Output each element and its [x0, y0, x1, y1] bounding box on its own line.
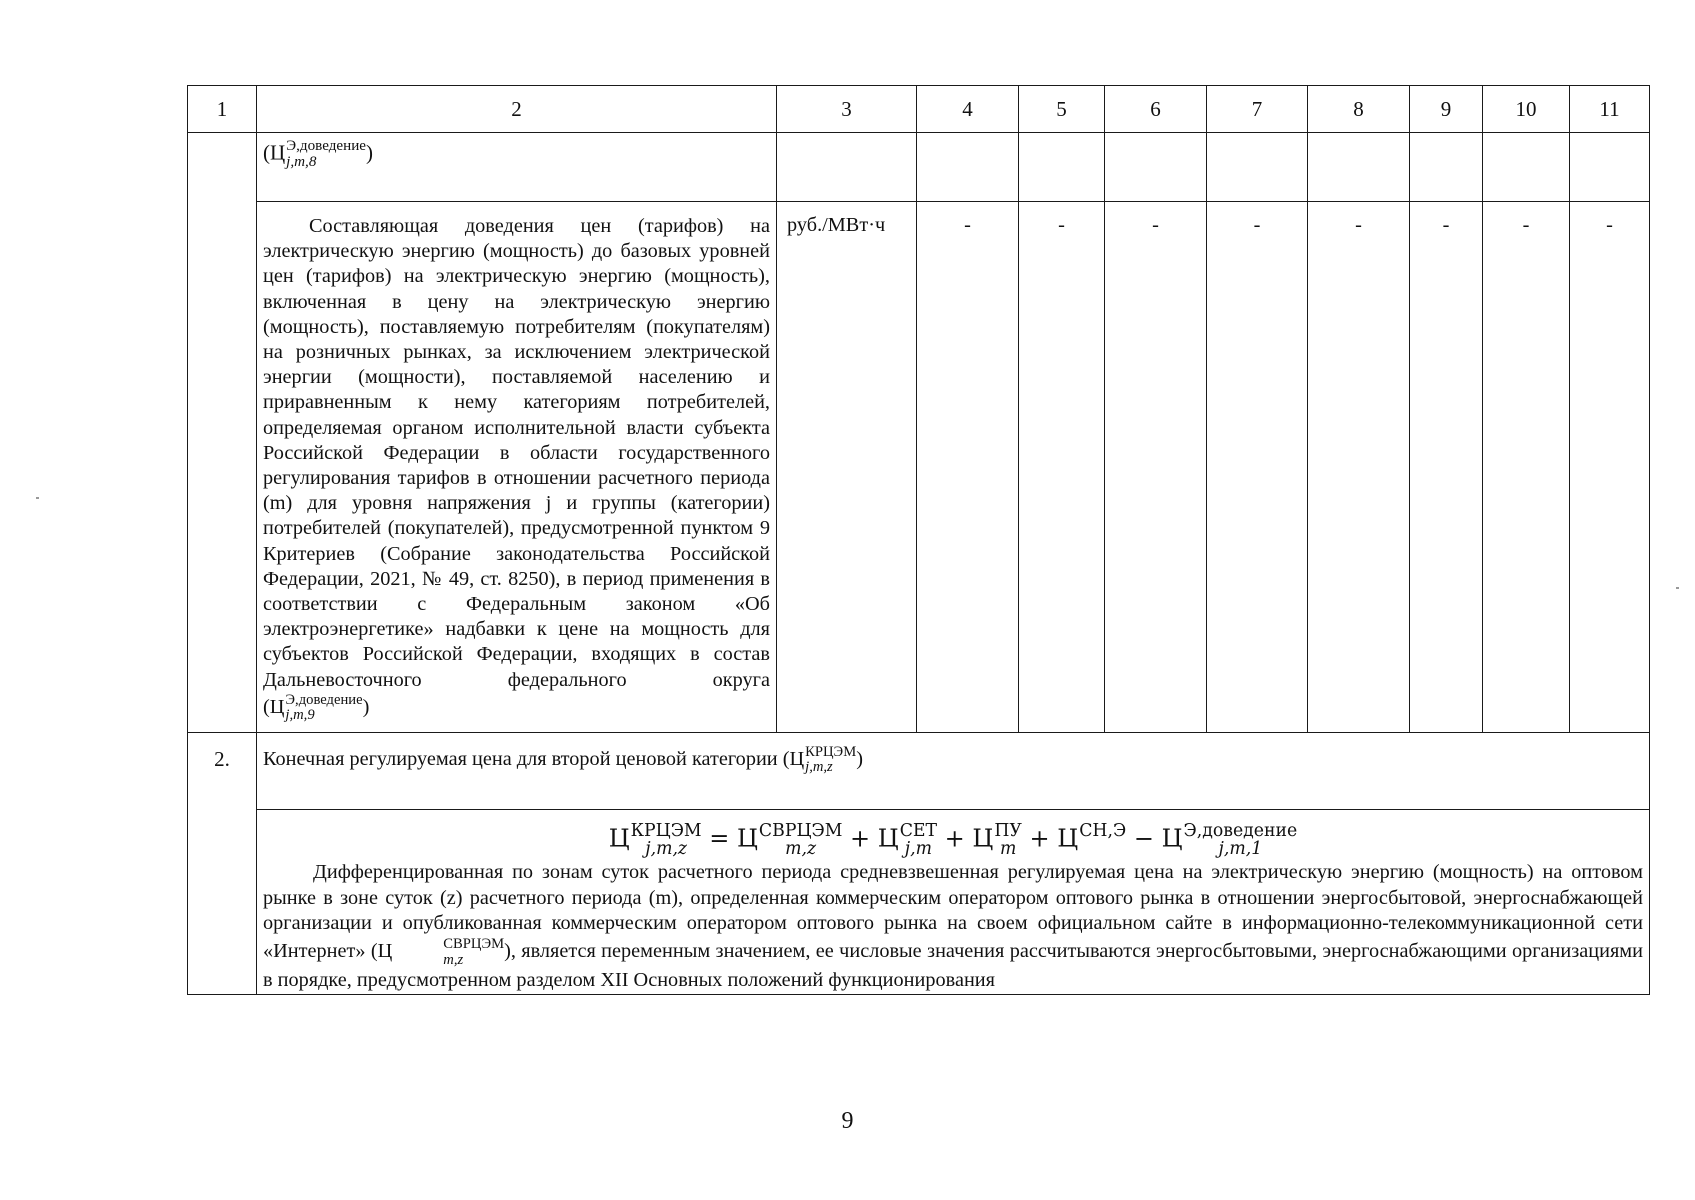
row-2-title-text: Конечная регулируемая цена для второй ценовой категории (Ц: [263, 747, 805, 770]
main-formula: Ц КРЦЭМ j,m,z = Ц СВРЦЭМ m,z + Ц СЕТ j,m + Ц ПУ m + Ц СН,Э − Ц Э,доведение j,m,1: [608, 820, 1298, 859]
row-number: 2.: [188, 732, 257, 994]
description-formula: (Ц Э,доведение j,m,9 ): [263, 691, 370, 724]
value-cell: -: [1308, 202, 1410, 733]
page-number: 9: [841, 1108, 854, 1134]
col-header-3: 3: [777, 86, 917, 133]
component-row-9: [188, 202, 1650, 733]
continuation-row: [188, 133, 1650, 202]
explanation-paragraph: Дифференцированная по зонам суток расчетного периода средневзвешенная регулируемая цена на электрическую энергию (мощность) на оптовом рынке в зоне суток (z) расчетного периода (m), определенная коммерческим оператором оптового рынка в отношении энергосбытовой, энергоснабжающей организации и опубликованная коммерческим оператором оптового рынка на своем официальном сайте в информационно-телекоммуникационной сети «Интернет» (Ц СВРЦЭМ m,z ), является переменным значением, ее числовые значения рассчитываются энергосбытовыми, энергоснабжающими организациями в порядке, предусмотренном разделом XII Основных положений функционирования: [263, 860, 1643, 991]
formula-suffix: ): [366, 140, 373, 165]
col-header-6: 6: [1105, 86, 1207, 133]
col-header-7: 7: [1207, 86, 1308, 133]
formula-sub: j,m,8: [286, 153, 317, 170]
scan-artifact: [36, 497, 39, 499]
col-header-1: 1: [188, 86, 257, 133]
col-header-9: 9: [1410, 86, 1483, 133]
col-header-10: 10: [1483, 86, 1570, 133]
unit-cell: руб./МВт·ч: [777, 202, 917, 733]
col-header-8: 8: [1308, 86, 1410, 133]
value-cell: -: [917, 202, 1019, 733]
value-cell: -: [1410, 202, 1483, 733]
description-cell: [257, 202, 777, 733]
description-text: Составляющая доведения цен (тарифов) на электрическую энергию (мощность) до базовых уровней цен (тарифов) на электрическую энергию (мощность), включенная в цену на электрическую энергию (мощность), поставляемую потребителям (покупателям) на розничных рынках, за исключением электрической энергии (мощности), поставляемой населению и приравненным к нему категориям потребителей, определяемая органом исполнительной власти субъекта Российской Федерации в области государственного регулирования тарифов в отношении расчетного периода (m) для уровня напряжения j и группы (категории) потребителей (покупателей), предусмотренной пунктом 9 Критериев (Собрание законодательства Российской Федерации, 2021, № 49, ст. 8250), в период применения в соответствии с Федеральным законом «Об электроэнергетике» надбавки к цене на мощность для субъектов Российской Федерации, входящих в состав Дальневосточного федерального округа: [263, 215, 770, 691]
tariff-table: [187, 85, 1650, 995]
scan-artifact: [1676, 587, 1679, 589]
value-cell: -: [1570, 202, 1650, 733]
formula-cell-8: [257, 133, 777, 202]
row-2-title: [188, 732, 1650, 809]
col-header-2: 2: [257, 86, 777, 133]
row-2-body-cell: [257, 809, 1650, 994]
header-row: [188, 86, 1650, 133]
col-header-4: 4: [917, 86, 1019, 133]
value-cell: -: [1019, 202, 1105, 733]
row-2-title-cell: Конечная регулируемая цена для второй ценовой категории (Ц КРЦЭМ j,m,z ): [257, 732, 1650, 809]
formula-sup: Э,доведение: [286, 138, 366, 154]
col-header-5: 5: [1019, 86, 1105, 133]
value-cell: -: [1483, 202, 1570, 733]
formula-prefix: (Ц: [263, 140, 286, 165]
value-cell: -: [1207, 202, 1308, 733]
row-2-body: [188, 809, 1650, 994]
value-cell: -: [1105, 202, 1207, 733]
row-number-cell-empty: [188, 133, 257, 733]
col-header-11: 11: [1570, 86, 1650, 133]
